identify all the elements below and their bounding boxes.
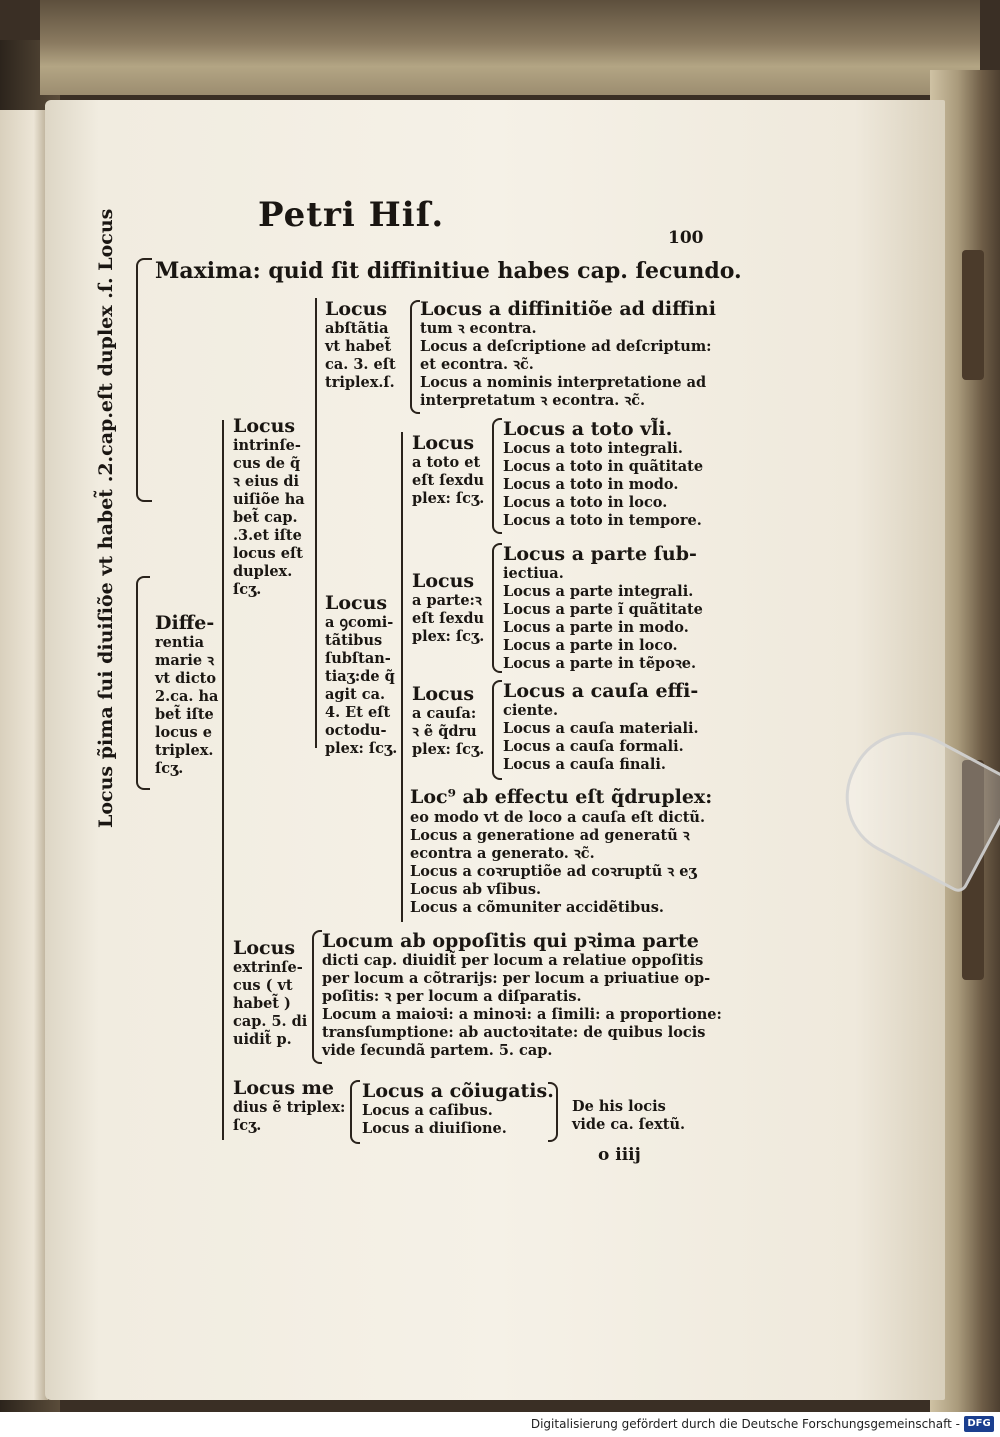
differentia-line: ſcʒ. [155, 760, 184, 777]
connector-line [222, 420, 224, 1140]
effectu-line: Locus a cõmuniter accidẽtibus. [410, 899, 664, 916]
causa-head-line: a cauſa: [412, 705, 477, 722]
effectu-line: Locus a generatione ad generatũ ꝛ [410, 827, 690, 844]
medius-item: Locus a diuiſione. [362, 1120, 507, 1137]
intrinsecus-line: bet̃ cap. [233, 509, 298, 526]
diffinitione-line: Locus a diffinitiõe ad diffini [420, 298, 716, 320]
bracket [492, 680, 502, 780]
de-his-line: De his locis [572, 1098, 666, 1115]
concomitantibus-line: agit ca. [325, 686, 386, 703]
medius-line: ſcʒ. [233, 1117, 262, 1134]
medius-label: Locus me [233, 1077, 334, 1099]
medius-items [362, 1080, 554, 1138]
folio-number: 100 [668, 228, 704, 248]
differentia-label: Diffe- [155, 612, 215, 634]
concomitantibus-node [325, 592, 397, 758]
toto-head-line: eſt ſexdu [412, 472, 484, 489]
concomitantibus-line: ſubſtan- [325, 650, 391, 667]
effectu-line: eo modo vt de loco a cauſa eſt dictũ. [410, 809, 705, 826]
toto-item: Locus a toto in loco. [503, 494, 668, 511]
differentia-line: marie ꝛ [155, 652, 215, 669]
parte-head-line: a parte:ꝛ [412, 592, 482, 609]
oppositis-line: Locum ab oppoſitis qui pꝛima parte [322, 930, 699, 952]
bracket [136, 258, 152, 502]
diffinitione-line: et econtra. ꝛc̃. [420, 356, 534, 373]
concomitantibus-line: plex: ſcʒ. [325, 740, 398, 757]
toto-head [412, 432, 484, 508]
oppositis-line: per locum a cõtrarijs: per locum a priuatiue op- [322, 970, 711, 987]
bracket [312, 930, 322, 1064]
concomitantibus-label: Locus [325, 592, 388, 614]
parte-item: Locus a parte integrali. [503, 583, 694, 600]
differentia-line: vt dicto [155, 670, 217, 687]
medius-item: Locus a caſibus. [362, 1102, 493, 1119]
maxima-line: Maxima: quid ſit diffinitiue habes cap. ſecundo. [155, 258, 742, 284]
absolutus-line: triplex.ſ. [325, 374, 395, 391]
effectu-line: econtra a generato. ꝛc̃. [410, 845, 595, 862]
extrinsecus-line: extrinſe- [233, 959, 303, 976]
oppositis-line: transſumptione: ab auctoꝛitate: de quibus locis [322, 1024, 706, 1041]
bracket [492, 543, 502, 673]
oppositis-line: vide ſecundã partem. 5. cap. [322, 1042, 553, 1059]
concomitantibus-line: tãtibus [325, 632, 383, 649]
clasp-strap [962, 250, 984, 380]
causa-items [503, 680, 699, 774]
diffinitione-line: Locus a deſcriptione ad deſcriptum: [420, 338, 712, 355]
effectu-line: Locus a coꝛruptiõe ad coꝛruptũ ꝛ eʒ [410, 863, 697, 880]
intrinsecus-line: locus eſt [233, 545, 303, 562]
differentia-line: rentia [155, 634, 205, 651]
diffinitione-line: interpretatum ꝛ econtra. ꝛc̃. [420, 392, 646, 409]
concomitantibus-line: octodu- [325, 722, 387, 739]
footer-credit: Digitalisierung gefördert durch die Deutsche Forschungsgemeinschaft - [530, 1417, 960, 1431]
parte-item: Locus a parte in tẽpoꝛe. [503, 655, 697, 672]
absolutus-line: ca. 3. eſt [325, 356, 396, 373]
running-head: Petri Hiſ. [258, 195, 445, 235]
book-top-edge [40, 0, 980, 95]
extrinsecus-label: Locus [233, 937, 296, 959]
intrinsecus-line: .3.et iſte [233, 527, 302, 544]
differentia-line: triplex. [155, 742, 214, 759]
toto-item: Locus a toto vl̃i. [503, 418, 673, 440]
parte-items [503, 543, 703, 673]
effectu-group [410, 785, 712, 917]
diffinitione-line: Locus a nominis interpretatione ad [420, 374, 707, 391]
parte-item: Locus a parte ĩ quãtitate [503, 601, 703, 618]
parte-item: iectiua. [503, 565, 564, 582]
concomitantibus-line: tiaʒ:de q̃ [325, 668, 395, 685]
dfg-logo-icon: DFG [964, 1416, 994, 1432]
intrinsecus-line: duplex. [233, 563, 293, 580]
extrinsecus-line: habet̃ ) [233, 995, 291, 1012]
causa-label: Locus [412, 683, 475, 705]
intrinsecus-line: cus de q̃ [233, 455, 301, 472]
medius-node [233, 1077, 345, 1135]
oppositis-line: Locum a maioꝛi: a minoꝛi: a ſimili: a proportione: [322, 1006, 722, 1023]
previous-page-edge [0, 110, 48, 1400]
intrinsecus-line: ſcʒ. [233, 581, 262, 598]
intrinsecus-line: uiſiõe ha [233, 491, 305, 508]
toto-item: Locus a toto in quãtitate [503, 458, 704, 475]
concomitantibus-line: a ꝯcomi- [325, 614, 394, 631]
causa-head-line: ꝛ ẽ q̃dru [412, 723, 477, 740]
absolutus-line: vt habet̃ [325, 338, 392, 355]
footer-bar [0, 1412, 1000, 1437]
intrinsecus-line: intrinſe- [233, 437, 301, 454]
bracket [548, 1082, 558, 1142]
causa-item: Locus a cauſa finali. [503, 756, 666, 773]
parte-label: Locus [412, 570, 475, 592]
bracket [136, 576, 150, 790]
effectu-line: Locus ab vſibus. [410, 881, 542, 898]
toto-label: Locus [412, 432, 475, 454]
parte-item: Locus a parte in loco. [503, 637, 678, 654]
oppositis-line: dicti cap. diuidit̃ per locum a relatiue oppoſitis [322, 952, 704, 969]
toto-head-line: a toto et [412, 454, 481, 471]
bracket [350, 1080, 360, 1144]
differentia-line: 2.ca. ha [155, 688, 219, 705]
medius-line: dius ẽ triplex: [233, 1099, 346, 1116]
toto-head-line: plex: ſcʒ. [412, 490, 485, 507]
connector-line [315, 298, 317, 748]
differentia-line: locus e [155, 724, 212, 741]
effectu-line: Loc⁹ ab effectu eſt q̃druplex: [410, 786, 713, 808]
extrinsecus-line: cus ( vt [233, 977, 293, 994]
parte-head [412, 570, 484, 646]
parte-head-line: eſt ſexdu [412, 610, 484, 627]
extrinsecus-node [233, 937, 307, 1049]
diffinitione-group [420, 298, 716, 410]
toto-item: Locus a toto in modo. [503, 476, 679, 493]
intrinsecus-line: ꝛ eius di [233, 473, 300, 490]
toto-item: Locus a toto integrali. [503, 440, 683, 457]
absolutus-line: abſtãtia [325, 320, 389, 337]
medius-item: Locus a cõiugatis. [362, 1080, 554, 1102]
toto-items [503, 418, 703, 530]
causa-item: Locus a cauſa formali. [503, 738, 684, 755]
vertical-title: Locus p̃ima ſui diuiſiõe vt habet̃ .2.cap.eſt duplex .ſ. Locus [95, 208, 117, 828]
absolutus-label: Locus [325, 298, 388, 320]
parte-item: Locus a parte in modo. [503, 619, 689, 636]
signature-mark: o iiij [598, 1145, 641, 1165]
de-his-note [572, 1098, 685, 1134]
parte-head-line: plex: ſcʒ. [412, 628, 485, 645]
intrinsecus-label: Locus [233, 415, 296, 437]
causa-head [412, 683, 484, 759]
causa-head-line: plex: ſcʒ. [412, 741, 485, 758]
causa-item: Locus a cauſa effi- [503, 680, 699, 702]
diffinitione-line: tum ꝛ econtra. [420, 320, 537, 337]
causa-item: Locus a cauſa materiali. [503, 720, 699, 737]
absolutus-node [325, 298, 396, 392]
toto-item: Locus a toto in tempore. [503, 512, 702, 529]
differentia-line: bet̃ iſte [155, 706, 214, 723]
connector-line [401, 432, 403, 922]
parte-item: Locus a parte ſub- [503, 543, 697, 565]
bracket [410, 300, 420, 414]
extrinsecus-line: cap. 5. di [233, 1013, 308, 1030]
intrinsecus-node [233, 415, 305, 599]
extrinsecus-line: uidit̃ p. [233, 1031, 292, 1048]
differentia-node [155, 612, 218, 778]
oppositis-group [322, 930, 722, 1060]
de-his-line: vide ca. ſextũ. [572, 1116, 686, 1133]
bracket [492, 418, 502, 534]
oppositis-line: poſitis: ꝛ per locum a diſparatis. [322, 988, 582, 1005]
concomitantibus-line: 4. Et eſt [325, 704, 391, 721]
causa-item: ciente. [503, 702, 559, 719]
